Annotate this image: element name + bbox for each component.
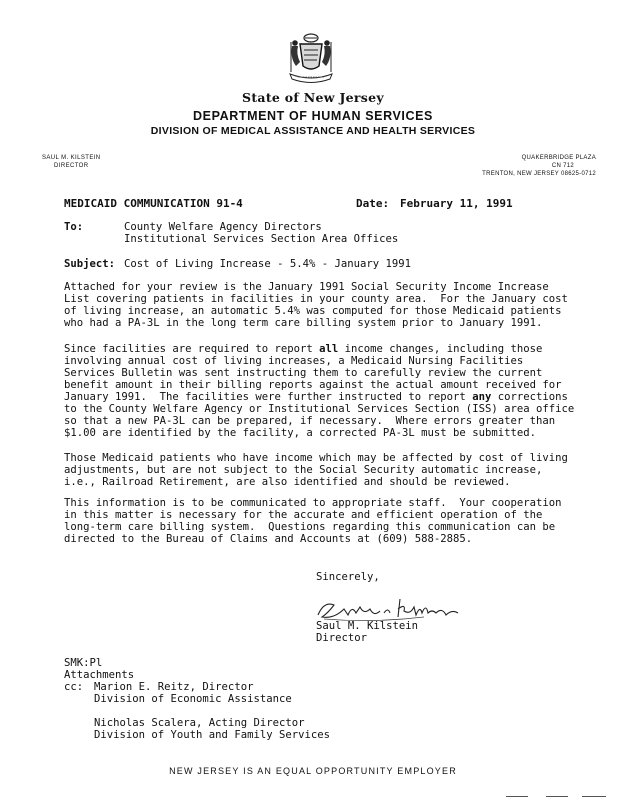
state-seal-icon	[286, 32, 336, 84]
footer-eoe: NEW JERSEY IS AN EQUAL OPPORTUNITY EMPLOYER	[169, 766, 457, 776]
signature-image	[314, 595, 464, 623]
subject-text: Cost of Living Increase - 5.4% - January 1991	[124, 258, 412, 270]
attachments-note: Attachments	[64, 669, 135, 681]
text-line: benefit amount in their billing reports against the actual amount received for	[64, 379, 562, 391]
text-fragment: January 1991. The facilities were further instructed to report	[64, 391, 473, 403]
emphasis-any: any	[472, 391, 492, 403]
paragraph-3	[64, 452, 568, 488]
paragraph-1	[64, 281, 568, 329]
text-line: to the County Welfare Agency or Institutional Services Section (ISS) area office	[64, 403, 575, 415]
paragraph-4	[64, 497, 561, 545]
recipient-line: Institutional Services Section Area Offices	[124, 233, 399, 245]
signer-title: Director	[316, 632, 368, 644]
text-line	[64, 343, 574, 355]
text-line: Services Bulletin was sent instructing them to carefully review the current	[64, 367, 543, 379]
cc-recipient-division: Division of Economic Assistance	[94, 693, 292, 705]
text-line: i.e., Railroad Retirement, are also identified and should be reviewed.	[64, 476, 511, 488]
text-line: $1.00 are identified by the facility, a corrected PA-3L must be submitted.	[64, 427, 536, 439]
recipient-line: County Welfare Agency Directors	[124, 221, 322, 233]
emphasis-all: all	[319, 343, 339, 355]
text-line	[64, 391, 574, 403]
letterhead-address	[482, 154, 596, 178]
text-fragment: income changes, including those	[338, 343, 543, 355]
cc-recipient-name: Nicholas Scalera, Acting Director	[94, 717, 305, 729]
cc-recipient-division: Division of Youth and Family Services	[94, 729, 330, 741]
text-line: This information is to be communicated to appropriate staff. Your cooperation	[64, 497, 562, 509]
text-line: Attached for your review is the January 1991 Social Security Income Increase	[64, 281, 549, 293]
scan-mark	[582, 796, 606, 797]
letterhead-director-name: SAUL M. KILSTEIN	[42, 155, 101, 161]
text-line: long-term care billing system. Questions regarding this communication can be	[64, 521, 556, 533]
letterhead-director-title: DIRECTOR	[54, 163, 89, 169]
address-line: CN 712	[551, 163, 574, 169]
address-line: TRENTON, NEW JERSEY 08625-0712	[482, 171, 596, 177]
cc-recipient-name: Marion E. Reitz, Director	[94, 681, 254, 693]
text-line: adjustments, but are not subject to the Social Security automatic increase,	[64, 464, 543, 476]
cc-label: cc:	[64, 681, 84, 693]
notations	[64, 657, 134, 681]
text-line: so that a new PA-3L can be prepared, if necessary. Where errors greater than	[64, 415, 556, 427]
text-line: involving annual cost of living increases, a Medicaid Nursing Facilities	[64, 355, 524, 367]
text-line: List covering patients in facilities in your county area. For the January cost	[64, 293, 568, 305]
department-title: DEPARTMENT OF HUMAN SERVICES	[193, 109, 433, 123]
salutation: Sincerely,	[316, 571, 380, 583]
division-title: DIVISION OF MEDICAL ASSISTANCE AND HEALTH SERVICES	[150, 125, 476, 137]
to-label: To:	[64, 221, 84, 233]
signer-block	[316, 620, 418, 644]
signer-name: Saul M. Kilstein	[316, 620, 419, 632]
letterhead-director-block	[42, 154, 101, 170]
subject-label: Subject:	[64, 258, 116, 270]
text-line: who had a PA-3L in the long term care billing system prior to January 1991.	[64, 317, 543, 329]
cc-list	[94, 681, 330, 741]
communication-number: MEDICAID COMMUNICATION 91-4	[64, 197, 243, 210]
paragraph-2	[64, 343, 574, 439]
date-value: February 11, 1991	[400, 197, 513, 210]
text-line: directed to the Bureau of Claims and Accounts at (609) 588-2885.	[64, 533, 473, 545]
text-line: of living increase, an automatic 5.4% was computed for those Medicaid patients	[64, 305, 562, 317]
state-title: State of New Jersey	[242, 90, 384, 105]
address-line: QUAKERBRIDGE PLAZA	[521, 155, 596, 161]
text-line: in this matter is necessary for the accurate and efficient operation of the	[64, 509, 543, 521]
to-recipients	[124, 221, 398, 245]
text-fragment: corrections	[491, 391, 568, 403]
text-fragment: Since facilities are required to report	[64, 343, 320, 355]
scan-mark	[546, 796, 568, 797]
typist-initials: SMK:Pl	[64, 657, 103, 669]
date-label: Date:	[356, 197, 390, 210]
scan-mark	[506, 796, 528, 797]
text-line: Those Medicaid patients who have income which may be affected by cost of living	[64, 452, 568, 464]
